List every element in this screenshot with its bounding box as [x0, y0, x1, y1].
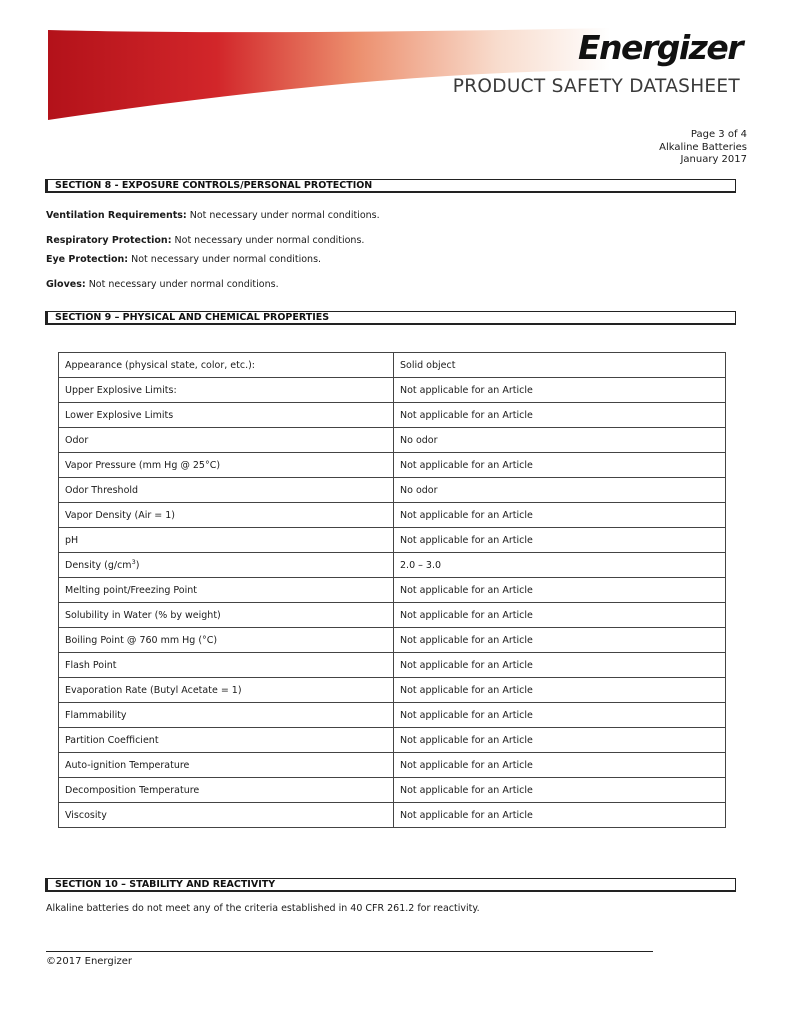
- property-text: Odor: [65, 434, 89, 446]
- property-text: Flash Point: [65, 659, 117, 671]
- property-text: Partition Coefficient: [65, 734, 159, 746]
- property-value: Not applicable for an Article: [394, 653, 726, 678]
- property-name: [59, 353, 394, 378]
- table-row: [59, 528, 726, 553]
- table-row: [59, 653, 726, 678]
- property-value: Not applicable for an Article: [394, 503, 726, 528]
- property-value: 2.0 – 3.0: [394, 553, 726, 578]
- property-name: [59, 603, 394, 628]
- property-value: Not applicable for an Article: [394, 678, 726, 703]
- property-value: Not applicable for an Article: [394, 778, 726, 803]
- table-row: [59, 503, 726, 528]
- property-name: [59, 478, 394, 503]
- property-value: Not applicable for an Article: [394, 703, 726, 728]
- property-name: [59, 728, 394, 753]
- field-value: Not necessary under normal conditions.: [186, 210, 380, 221]
- property-value: Not applicable for an Article: [394, 403, 726, 428]
- property-name: [59, 428, 394, 453]
- property-value: Solid object: [394, 353, 726, 378]
- property-text: pH: [65, 534, 79, 546]
- eye-protection: [46, 254, 321, 265]
- table-row: [59, 378, 726, 403]
- field-label: Ventilation Requirements:: [46, 210, 187, 221]
- property-text: Viscosity: [65, 809, 107, 821]
- table-row: [59, 428, 726, 453]
- table-row: [59, 578, 726, 603]
- property-value: No odor: [394, 428, 726, 453]
- property-text: Melting point/Freezing Point: [65, 584, 197, 596]
- table-row: [59, 603, 726, 628]
- table-row: [59, 553, 726, 578]
- table-row: [59, 803, 726, 828]
- field-label: Eye Protection:: [46, 254, 129, 265]
- gloves: [46, 279, 279, 290]
- table-row: [59, 728, 726, 753]
- property-value: Not applicable for an Article: [394, 728, 726, 753]
- page-meta: [659, 129, 747, 167]
- table-row: [59, 628, 726, 653]
- table-row: [59, 478, 726, 503]
- property-value: Not applicable for an Article: [394, 603, 726, 628]
- property-name: [59, 703, 394, 728]
- property-value: No odor: [394, 478, 726, 503]
- property-text: Flammability: [65, 709, 127, 721]
- reactivity-statement: Alkaline batteries do not meet any of the criteria established in 40 CFR 261.2 for reactivity.: [46, 903, 480, 914]
- table-row: [59, 353, 726, 378]
- product-name: Alkaline Batteries: [659, 141, 747, 153]
- property-text: Boiling Point @ 760 mm Hg (°C): [65, 634, 218, 646]
- section-8-heading: SECTION 8 - EXPOSURE CONTROLS/PERSONAL PROTECTION: [45, 179, 736, 193]
- header-swoosh-graphic: [0, 0, 620, 130]
- table-row: [59, 703, 726, 728]
- property-text: Odor Threshold: [65, 484, 139, 496]
- property-name: [59, 628, 394, 653]
- property-name: [59, 453, 394, 478]
- section-9-heading: SECTION 9 – PHYSICAL AND CHEMICAL PROPERTIES: [45, 311, 736, 325]
- property-text: Vapor Pressure (mm Hg @ 25°C): [65, 459, 221, 471]
- field-label: Gloves:: [46, 279, 86, 290]
- property-name: [59, 678, 394, 703]
- field-value: Not necessary under normal conditions.: [128, 254, 322, 265]
- property-text: Decomposition Temperature: [65, 784, 200, 796]
- properties-table: [58, 352, 726, 828]
- table-row: [59, 753, 726, 778]
- property-name: [59, 803, 394, 828]
- property-value: Not applicable for an Article: [394, 528, 726, 553]
- field-value: Not necessary under normal conditions.: [85, 279, 279, 290]
- page-number: Page 3 of 4: [690, 129, 747, 140]
- property-name: [59, 378, 394, 403]
- property-suffix: ): [135, 560, 140, 572]
- section-10-heading: SECTION 10 – STABILITY AND REACTIVITY: [45, 878, 736, 892]
- table-row: [59, 778, 726, 803]
- property-name: [59, 528, 394, 553]
- document-title: PRODUCT SAFETY DATASHEET: [452, 76, 740, 97]
- energizer-logo: Energizer: [578, 28, 742, 67]
- property-value: Not applicable for an Article: [394, 578, 726, 603]
- table-row: [59, 453, 726, 478]
- property-text: Solubility in Water (% by weight): [65, 609, 221, 621]
- respiratory-protection: [46, 235, 364, 246]
- property-name: [59, 403, 394, 428]
- table-row: [59, 403, 726, 428]
- superscript: 3: [131, 558, 136, 567]
- copyright: ©2017 Energizer: [46, 956, 133, 967]
- property-name: [59, 503, 394, 528]
- footer-divider: [46, 951, 653, 952]
- table-row: [59, 678, 726, 703]
- property-value: Not applicable for an Article: [394, 803, 726, 828]
- property-name: [59, 778, 394, 803]
- property-text: Auto-ignition Temperature: [65, 759, 190, 771]
- property-text: Lower Explosive Limits: [65, 409, 174, 421]
- revision-date: January 2017: [680, 154, 747, 165]
- property-value: Not applicable for an Article: [394, 628, 726, 653]
- ventilation-requirements: [46, 210, 380, 221]
- property-value: Not applicable for an Article: [394, 453, 726, 478]
- property-value: Not applicable for an Article: [394, 753, 726, 778]
- field-value: Not necessary under normal conditions.: [171, 235, 365, 246]
- field-label: Respiratory Protection:: [46, 235, 172, 246]
- property-text: Density (g/cm: [65, 560, 132, 572]
- property-name: [59, 578, 394, 603]
- property-name: [59, 753, 394, 778]
- property-text: Upper Explosive Limits:: [65, 384, 177, 396]
- property-value: Not applicable for an Article: [394, 378, 726, 403]
- property-name: [59, 553, 394, 578]
- property-name: [59, 653, 394, 678]
- property-text: Vapor Density (Air = 1): [65, 509, 175, 521]
- property-text: Appearance (physical state, color, etc.):: [65, 359, 255, 371]
- property-text: Evaporation Rate (Butyl Acetate = 1): [65, 684, 242, 696]
